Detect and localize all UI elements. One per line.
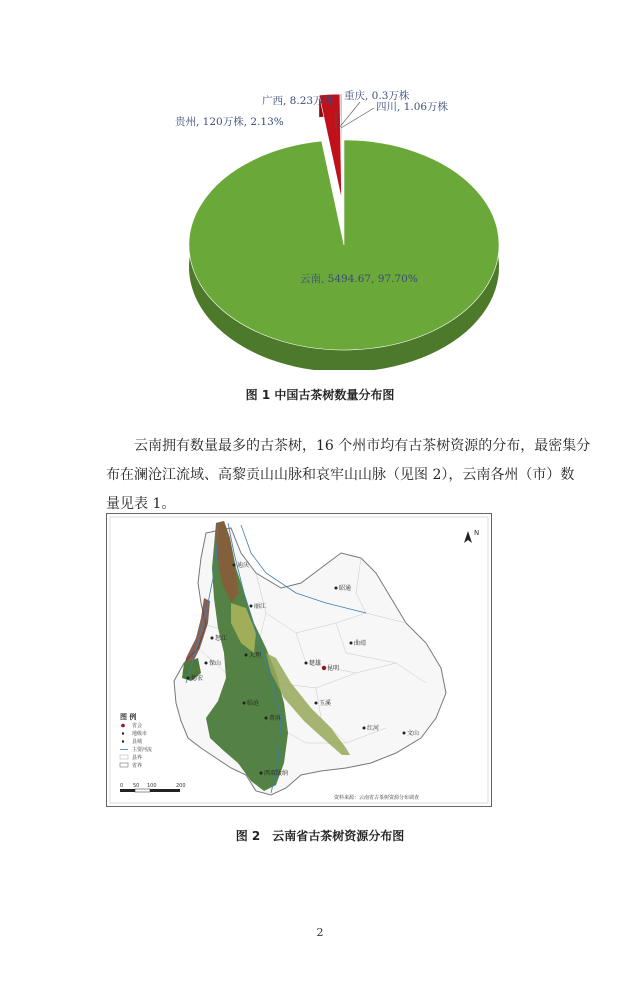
svg-text:50: 50 xyxy=(133,783,140,789)
city-marker xyxy=(211,637,214,640)
city-marker xyxy=(233,564,236,567)
svg-text:200: 200 xyxy=(176,783,186,789)
svg-text:0: 0 xyxy=(120,783,124,789)
city-marker xyxy=(260,772,263,775)
city-label: 红河 xyxy=(367,725,380,732)
pie-data-label: 贵州, 120万株, 2.13% xyxy=(175,116,284,128)
city-label: 保山 xyxy=(209,660,222,667)
legend-symbol xyxy=(122,740,124,742)
paragraph-line: 云南拥有数量最多的古茶树，16 个州市均有古茶树资源的分布，最密集分 xyxy=(134,438,591,454)
city-marker xyxy=(243,702,246,705)
legend-symbol xyxy=(120,755,128,759)
city-marker xyxy=(350,642,353,645)
pie-data-label: 重庆, 0.3万株 xyxy=(344,90,410,102)
paragraph-line: 布在澜沧江流域、高黎贡山山脉和哀牢山山脉（见图 2），云南各州（市）数 xyxy=(106,467,575,483)
legend-item-label: 省会 xyxy=(132,723,143,729)
city-label: 玉溪 xyxy=(319,700,332,707)
city-marker xyxy=(250,605,253,608)
city-label: 普洱 xyxy=(269,715,282,722)
city-marker xyxy=(322,666,326,670)
svg-text:100: 100 xyxy=(147,783,157,789)
city-label: 怒江 xyxy=(215,635,228,642)
city-label: 西双版纳 xyxy=(264,770,289,777)
legend-item-label: 省界 xyxy=(132,763,143,769)
legend-symbol xyxy=(122,732,124,734)
city-label: 楚雄 xyxy=(309,660,322,667)
pie-leader-line xyxy=(341,108,374,128)
city-label: 迪庆 xyxy=(237,562,250,569)
city-label: 昭通 xyxy=(339,585,352,592)
yunnan-tea-map xyxy=(106,513,492,807)
city-label: 丽江 xyxy=(254,603,267,610)
paragraph-line: 量见表 1。 xyxy=(106,496,176,512)
city-label: 昆明 xyxy=(327,665,340,672)
pie-data-label: 四川, 1.06万株 xyxy=(376,101,449,113)
body-paragraph xyxy=(106,432,591,519)
pie-slice-云南 xyxy=(189,140,499,350)
legend-item-label: 主要河流 xyxy=(132,747,153,753)
legend-item-label: 县界 xyxy=(132,755,143,761)
city-marker xyxy=(305,662,308,665)
tea-tree-pie-chart xyxy=(150,70,530,370)
map-notes: 资料来源：云南省古茶树资源分布调查 xyxy=(334,795,420,801)
pie-data-label: 云南, 5494.67, 97.70% xyxy=(300,273,418,285)
legend-symbol xyxy=(120,763,128,767)
city-marker xyxy=(363,727,366,730)
svg-text:N: N xyxy=(474,529,480,537)
svg-text:图 例: 图 例 xyxy=(120,713,137,721)
city-label: 曲靖 xyxy=(354,640,367,647)
city-marker xyxy=(205,662,208,665)
city-marker xyxy=(245,654,248,657)
city-label: 德宏 xyxy=(191,675,204,682)
city-marker xyxy=(265,717,268,720)
city-marker xyxy=(315,702,318,705)
legend-symbol xyxy=(121,724,125,728)
legend-item-label: 地级市 xyxy=(132,731,148,737)
pie-data-label: 广西, 8.23万株 xyxy=(262,95,335,107)
city-label: 临沧 xyxy=(247,700,260,707)
city-label: 文山 xyxy=(407,730,420,737)
city-marker xyxy=(403,732,406,735)
page-number: 2 xyxy=(316,926,324,939)
city-marker xyxy=(335,587,338,590)
figure2-caption: 图 2 云南省古茶树资源分布图 xyxy=(235,829,405,843)
city-marker xyxy=(187,677,190,680)
legend-item-label: 县城 xyxy=(132,739,143,745)
city-label: 大理 xyxy=(249,652,262,659)
figure1-caption: 图 1 中国古茶树数量分布图 xyxy=(245,388,395,402)
